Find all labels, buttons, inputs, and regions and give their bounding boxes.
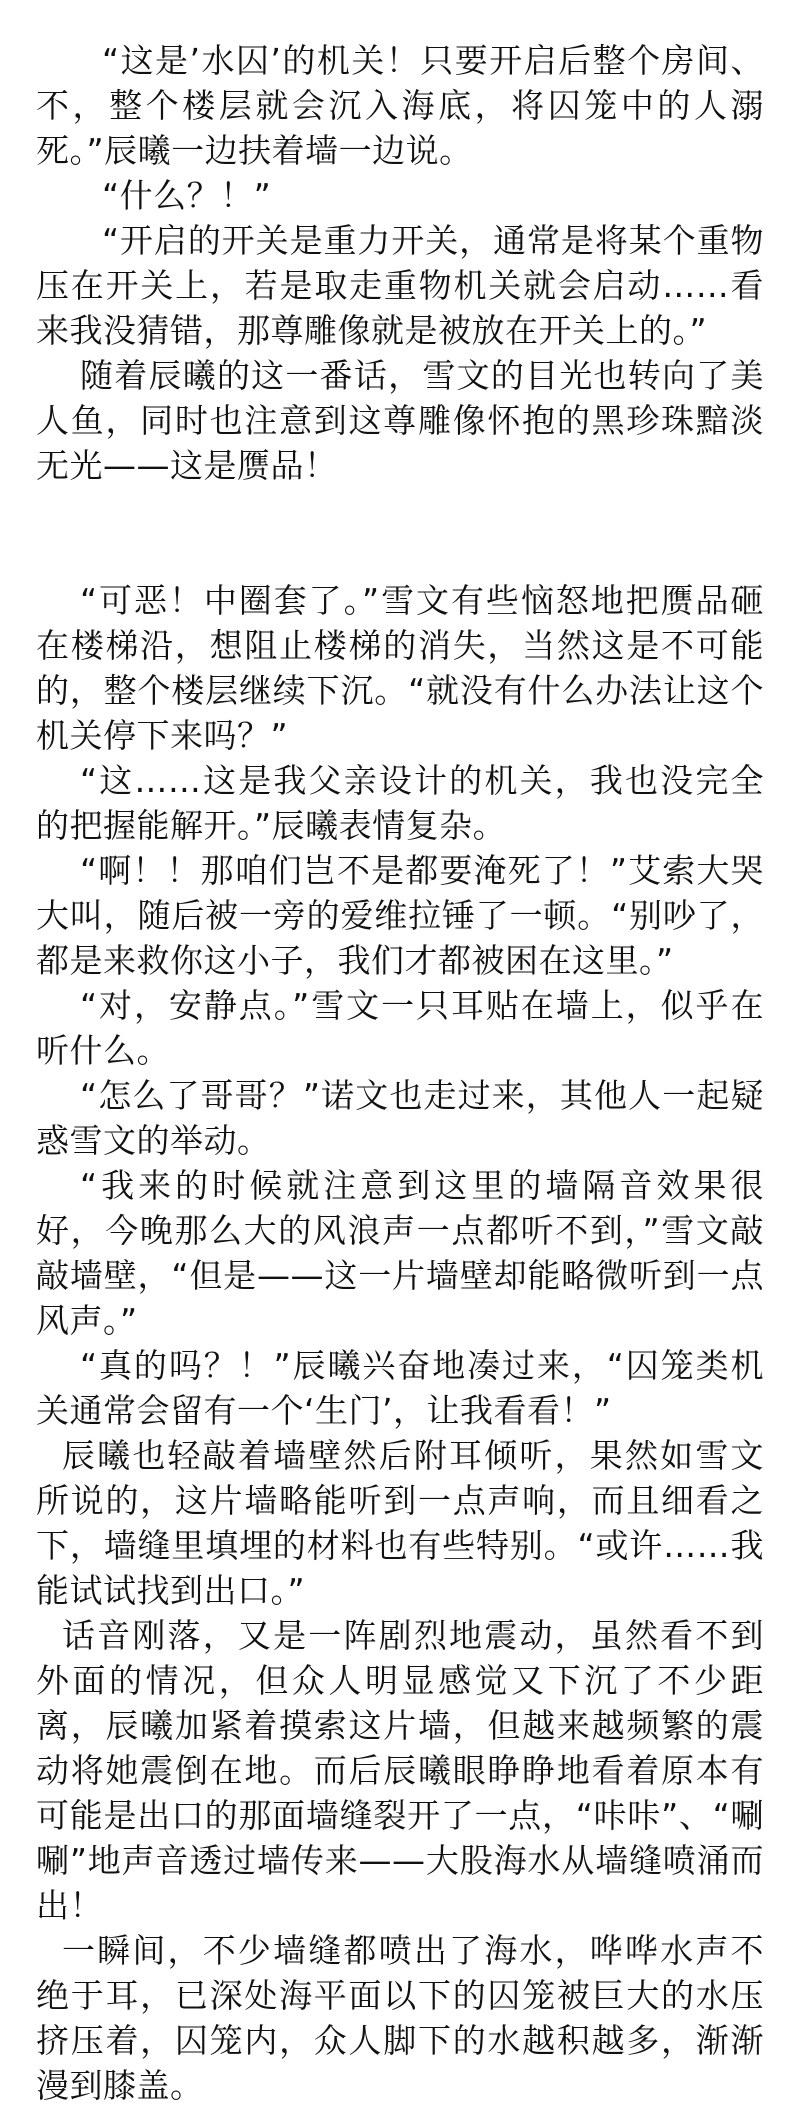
paragraph-7: “啊！！那咱们岂不是都要淹死了！”艾索大哭大叫，随后被一旁的爱维拉锤了一顿。“别吵了，都是来救你这小子，我们才都被困在这里。”: [36, 851, 764, 980]
paragraph-4: 随着辰曦的这一番话，雪文的目光也转向了美人鱼，同时也注意到这尊雕像怀抱的黑珍珠黯淡无光——这是赝品！: [36, 356, 764, 485]
paragraph-1: “这是’水囚’的机关！只要开启后整个房间、不，整个楼层就会沉入海底，将囚笼中的人溺死。”辰曦一边扶着墙一边说。: [36, 41, 764, 170]
paragraph-5: “可恶！中圈套了。”雪文有些恼怒地把赝品砸在楼梯沿，想阻止楼梯的消失，当然这是不可能的，整个楼层继续下沉。“就没有什么办法让这个机关停下来吗？”: [36, 581, 764, 755]
paragraph-3: “开启的开关是重力开关，通常是将某个重物压在开关上，若是取走重物机关就会启动……看来我没猜错，那尊雕像就是被放在开关上的。”: [36, 221, 764, 350]
paragraph-12: 辰曦也轻敲着墙壁然后附耳倾听，果然如雪文所说的，这片墙略能听到一点声响，而且细看之下，墙缝里填埋的材料也有些特别。“或许……我能试试找到出口。”: [36, 1436, 764, 1610]
paragraph-10: “我来的时候就注意到这里的墙隔音效果很好，今晚那么大的风浪声一点都听不到，”雪文敲敲墙壁，“但是——这一片墙壁却能略微听到一点风声。”: [36, 1166, 764, 1340]
section-break: [36, 488, 764, 578]
paragraph-2: “什么？！”: [102, 176, 272, 215]
paragraph-9: “怎么了哥哥？”诺文也走过来，其他人一起疑惑雪文的举动。: [36, 1076, 764, 1160]
paragraph-14: 一瞬间，不少墙缝都喷出了海水，哗哗水声不绝于耳，已深处海平面以下的囚笼被巨大的水压挤压着，囚笼内，众人脚下的水越积越多，渐渐漫到膝盖。: [36, 1931, 764, 2105]
paragraph-13: 话音刚落，又是一阵剧烈地震动，虽然看不到外面的情况，但众人明显感觉又下沉了不少距离，辰曦加紧着摸索这片墙，但越来越频繁的震动将她震倒在地。而后辰曦眼睁睁地看着原本有可能是出口的那面墙缝裂开了一点，“咔咔”、“唰唰”地声音透过墙传来——大股海水从墙缝喷涌而出！: [36, 1616, 764, 1925]
paragraph-6: “这……这是我父亲设计的机关，我也没完全的把握能解开。”辰曦表情复杂。: [36, 761, 764, 845]
paragraph-11: “真的吗？！”辰曦兴奋地凑过来，“囚笼类机关通常会留有一个‘生门’，让我看看！”: [36, 1346, 764, 1430]
paragraph-8: “对，安静点。”雪文一只耳贴在墙上，似乎在听什么。: [36, 986, 764, 1070]
